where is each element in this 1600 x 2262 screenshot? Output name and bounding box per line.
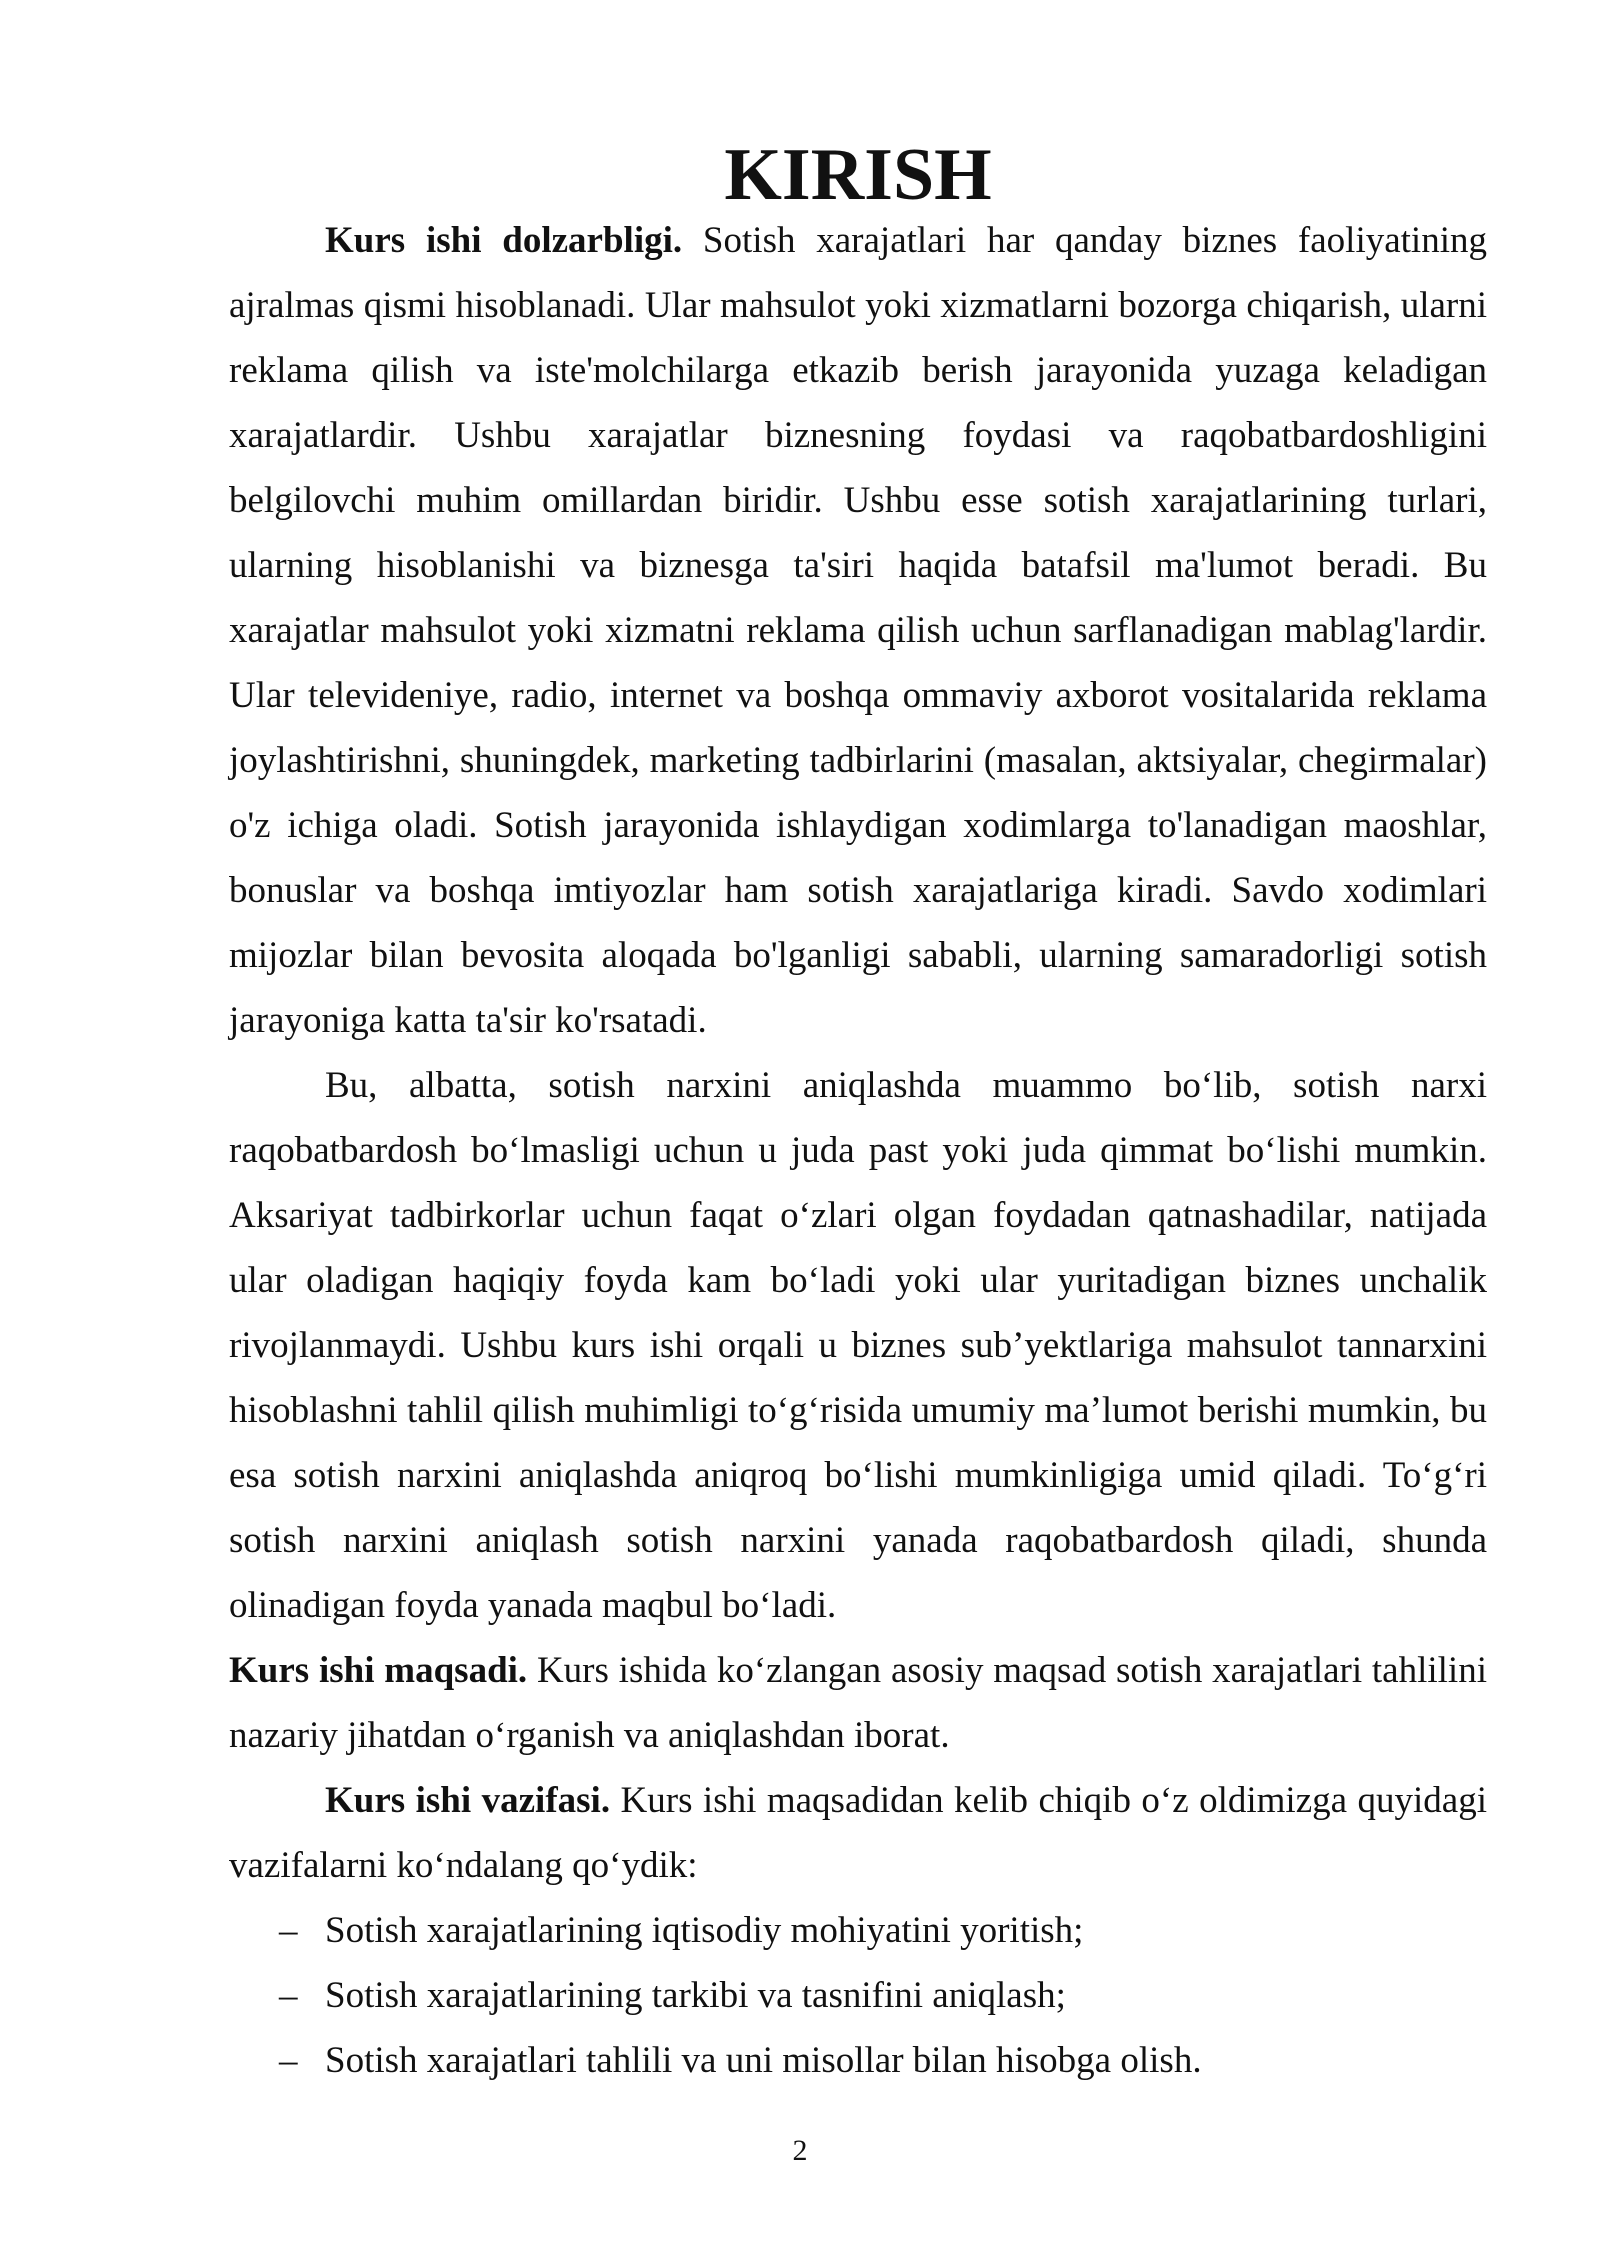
task-list (229, 1898, 1487, 2093)
paragraph-pricing (229, 1053, 1487, 1638)
page-heading: KIRISH (724, 134, 992, 216)
page-number: 2 (792, 2134, 808, 2167)
page-body (229, 134, 1487, 2093)
list-item-text: Sotish xarajatlari tahlili va uni misollar bilan hisobga olish. (325, 2040, 1202, 2081)
paragraph-text: Kurs ishida ko‘zlangan asosiy maqsad sotish xarajatlari tahlilini nazariy jihatdan o‘rganish va aniqlashdan iborat. (229, 1650, 1487, 1756)
paragraph-tasks-intro (229, 1768, 1487, 1898)
list-item (229, 2028, 1487, 2093)
paragraph-text: Sotish xarajatlari har qanday biznes faoliyatining ajralmas qismi hisoblanadi. Ular mahsulot yoki xizmatlarni bozorga chiqarish, ularni reklama qilish va iste'molchilarga etkazib berish jarayonida yuzaga keladigan xarajatlardir. Ushbu xarajatlar biznesning foydasi va raqobatbardoshligini belgilovchi muhim omillardan biridir. Ushbu esse sotish xarajatlarining turlari, ularning hisoblanishi va biznesga ta'siri haqida batafsil ma'lumot beradi. Bu xarajatlar mahsulot yoki xizmatni reklama qilish uchun sarflanadigan mablag'lardir. Ular televideniye, radio, internet va boshqa ommaviy axborot vositalarida reklama joylashtirishni, shuningdek, marketing tadbirlarini (masalan, aktsiyalar, chegirmalar) o'z ichiga oladi. Sotish jarayonida ishlaydigan xodimlarga to'lanadigan maoshlar, bonuslar va boshqa imtiyozlar ham sotish xarajatlariga kiradi. Savdo xodimlari mijozlar bilan bevosita aloqada bo'lganligi sababli, ularning samaradorligi sotish jarayoniga katta ta'sir ko'rsatadi. (229, 220, 1487, 1041)
dash-bullet: – (279, 2040, 298, 2081)
paragraph-relevance (229, 208, 1487, 1053)
list-item-text: Sotish xarajatlarining tarkibi va tasnifini aniqlash; (325, 1975, 1066, 2016)
paragraph-lead: Kurs ishi maqsadi. (229, 1650, 528, 1691)
dash-bullet: – (279, 1910, 298, 1951)
paragraph-goal (229, 1638, 1487, 1768)
paragraph-lead: Kurs ishi vazifasi. (325, 1780, 611, 1821)
list-item (229, 1963, 1487, 2028)
paragraph-lead: Kurs ishi dolzarbligi. (325, 220, 683, 261)
paragraph-text: Kurs ishi maqsadidan kelib chiqib o‘z oldimizga quyidagi vazifalarni ko‘ndalang qo‘ydik: (229, 1780, 1487, 1886)
list-item (229, 1898, 1487, 1963)
list-item-text: Sotish xarajatlarining iqtisodiy mohiyatini yoritish; (325, 1910, 1084, 1951)
paragraph-text: Bu, albatta, sotish narxini aniqlashda muammo bo‘lib, sotish narxi raqobatbardosh bo‘lmasligi uchun u juda past yoki juda qimmat bo‘lishi mumkin. Aksariyat tadbirkorlar uchun faqat o‘zlari olgan foydadan qatnashadilar, natijada ular oladigan haqiqiy foyda kam bo‘ladi yoki ular yuritadigan biznes unchalik rivojlanmaydi. Ushbu kurs ishi orqali u biznes sub’yektlariga mahsulot tannarxini hisoblashni tahlil qilish muhimligi to‘g‘risida umumiy ma’lumot berishi mumkin, bu esa sotish narxini aniqlashda aniqroq bo‘lishi mumkinligiga umid qiladi. To‘g‘ri sotish narxini aniqlash sotish narxini yanada raqobatbardosh qiladi, shunda olinadigan foyda yanada maqbul bo‘ladi. (229, 1065, 1487, 1626)
dash-bullet: – (279, 1975, 298, 2016)
